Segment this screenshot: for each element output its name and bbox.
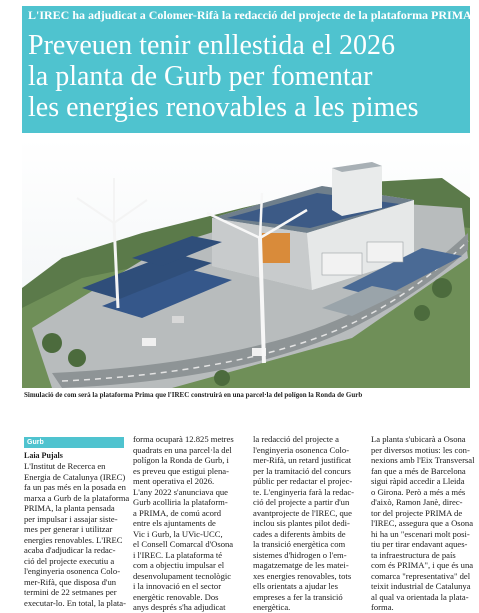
column-line: d'això, Ramon Janè, direc-	[371, 497, 463, 507]
plant-rendering-illustration	[22, 138, 470, 388]
article-headline	[28, 30, 468, 123]
column-line: públic per redactar el projec-	[253, 476, 353, 486]
column-line: forma.	[371, 602, 394, 612]
column-line: forma ocuparà 12.825 metres	[133, 434, 234, 444]
column-line: Gurb acolliria la plataform-	[133, 497, 228, 507]
column-line: entre els ajuntaments de	[133, 518, 216, 528]
column-line: inclou sis plantes pilot dedi-	[253, 518, 350, 528]
column-line: mes per generar i utilitzar	[24, 524, 113, 534]
column-line: es preveu que estigui plena-	[133, 465, 229, 476]
article-column-3	[253, 434, 355, 613]
column-line: desenvolupament tecnològic	[133, 570, 232, 581]
column-line: fan que a més de Barcelona	[371, 465, 466, 476]
column-line: avantprojecte de l'IREC, que	[253, 507, 352, 518]
column-line: marxa a Gurb de la plataforma	[24, 492, 130, 503]
column-line: teixit industrial de Catalunya	[371, 581, 471, 591]
column-line: polígon la Ronda de Gurb, i	[133, 455, 229, 465]
column-line: tor del projecte PRIMA de	[371, 507, 463, 518]
column-line: l'IREC, assegura que a Osona	[371, 518, 474, 528]
column-line: per la tramitació del concurs	[253, 465, 351, 476]
article-kicker: L'IREC ha adjudicat a Colomer-Rifà la redacció del projecte de la plataforma PRIMA	[28, 8, 472, 22]
column-line: termini de 22 setmanes per	[24, 587, 117, 597]
column-line: sigui ràpid accedir a Lleida	[371, 476, 465, 486]
column-line: i l'IREC. La plataforma té	[133, 549, 223, 560]
column-line: te. L'enginyeria farà la redac-	[253, 486, 355, 497]
column-line: mer-Rifà, un retard justificat	[253, 455, 352, 465]
column-line: Vic i Gurb, la UVic-UCC,	[133, 528, 223, 539]
column-line: comarca "representativa" del	[371, 570, 471, 581]
author-byline: Laia Pujals	[24, 451, 63, 460]
column-line: el Consell Comarcal d'Osona	[133, 539, 234, 549]
column-line: o Girona. Però a més a més	[371, 486, 466, 497]
headline-line: Preveuen tenir enllestida el 2026	[28, 30, 395, 61]
column-line: quadrats en una parcel·la del	[133, 444, 232, 455]
column-line: a PRIMA, de comú acord	[133, 507, 222, 518]
column-line: com és PRIMA", i que és una	[371, 560, 474, 570]
column-line: l'enginyeria osonenca Colo-	[24, 566, 121, 576]
article-header	[22, 6, 470, 133]
column-line: energètica.	[253, 602, 291, 612]
column-line: l'enginyeria osonenca Colo-	[253, 444, 350, 455]
column-line: ment operativa el 2026.	[133, 476, 215, 486]
column-line: la transició energètica com	[253, 539, 346, 549]
column-line: ells orientats a ajudar les	[253, 581, 338, 591]
headline-line: les energies renovables a les pimes	[28, 92, 419, 123]
column-line: ta infraestructura de país	[371, 549, 456, 560]
column-line: hi ha un "escenari molt posi-	[371, 528, 470, 539]
article-photo	[22, 138, 470, 388]
article-column-2	[133, 434, 234, 613]
column-line: tiu per tirar endavant aques-	[371, 539, 468, 549]
column-line: la redacció del projecte a	[253, 434, 339, 444]
column-line: La planta s'ubicarà a Osona	[371, 434, 466, 444]
column-line: anys després s'ha adjudicat	[133, 602, 226, 612]
column-line: xes energies renovables, tots	[253, 570, 352, 581]
column-line: i la innovació en el sector	[133, 581, 222, 591]
column-line: ció del projecte a partir d'un	[253, 497, 350, 507]
column-line: Energia de Catalunya (IREC)	[24, 471, 126, 482]
column-line: magatzematge de les matei-	[253, 560, 349, 570]
article-column-4	[371, 434, 475, 613]
column-line: fa un pas més en la posada en	[24, 482, 126, 492]
column-line: energies renovables. L'IREC	[24, 534, 123, 545]
column-line: cades a diferents àmbits de	[253, 528, 346, 539]
column-line: acaba d'adjudicar la redac-	[24, 545, 116, 555]
column-line: per impulsar i assajar siste-	[24, 513, 118, 524]
column-line: com a objectiu impulsar el	[133, 560, 225, 570]
section-tag: Gurb	[24, 437, 124, 448]
column-line: PRIMA, la planta pensada	[24, 503, 115, 513]
column-line: empreses a fer la transició	[253, 591, 343, 602]
column-line: L'Institut de Recerca en	[24, 461, 106, 471]
column-line: executar-lo. En total, la plata-	[24, 597, 126, 608]
photo-caption: Simulació de com serà la plataforma Prima que l'IREC construirà en una parcel·la del polígon la Ronda de Gurb	[24, 391, 363, 399]
column-line: nexions amb l'Eix Transversal	[371, 455, 475, 465]
column-line: sistemes d'hidrogen o l'em-	[253, 549, 347, 560]
column-line: per diversos motius: les con-	[371, 444, 470, 455]
column-line: energètic renovable. Dos	[133, 591, 219, 602]
column-line: L'any 2022 s'anunciava que	[133, 486, 228, 497]
article-column-1	[24, 461, 130, 608]
column-line: al qual va orientada la plata-	[371, 591, 469, 602]
headline-line: la planta de Gurb per fomentar	[28, 61, 373, 92]
column-line: mer-Rifà, que disposa d'un	[24, 576, 117, 587]
column-line: ció del projecte executiu a	[24, 555, 115, 566]
